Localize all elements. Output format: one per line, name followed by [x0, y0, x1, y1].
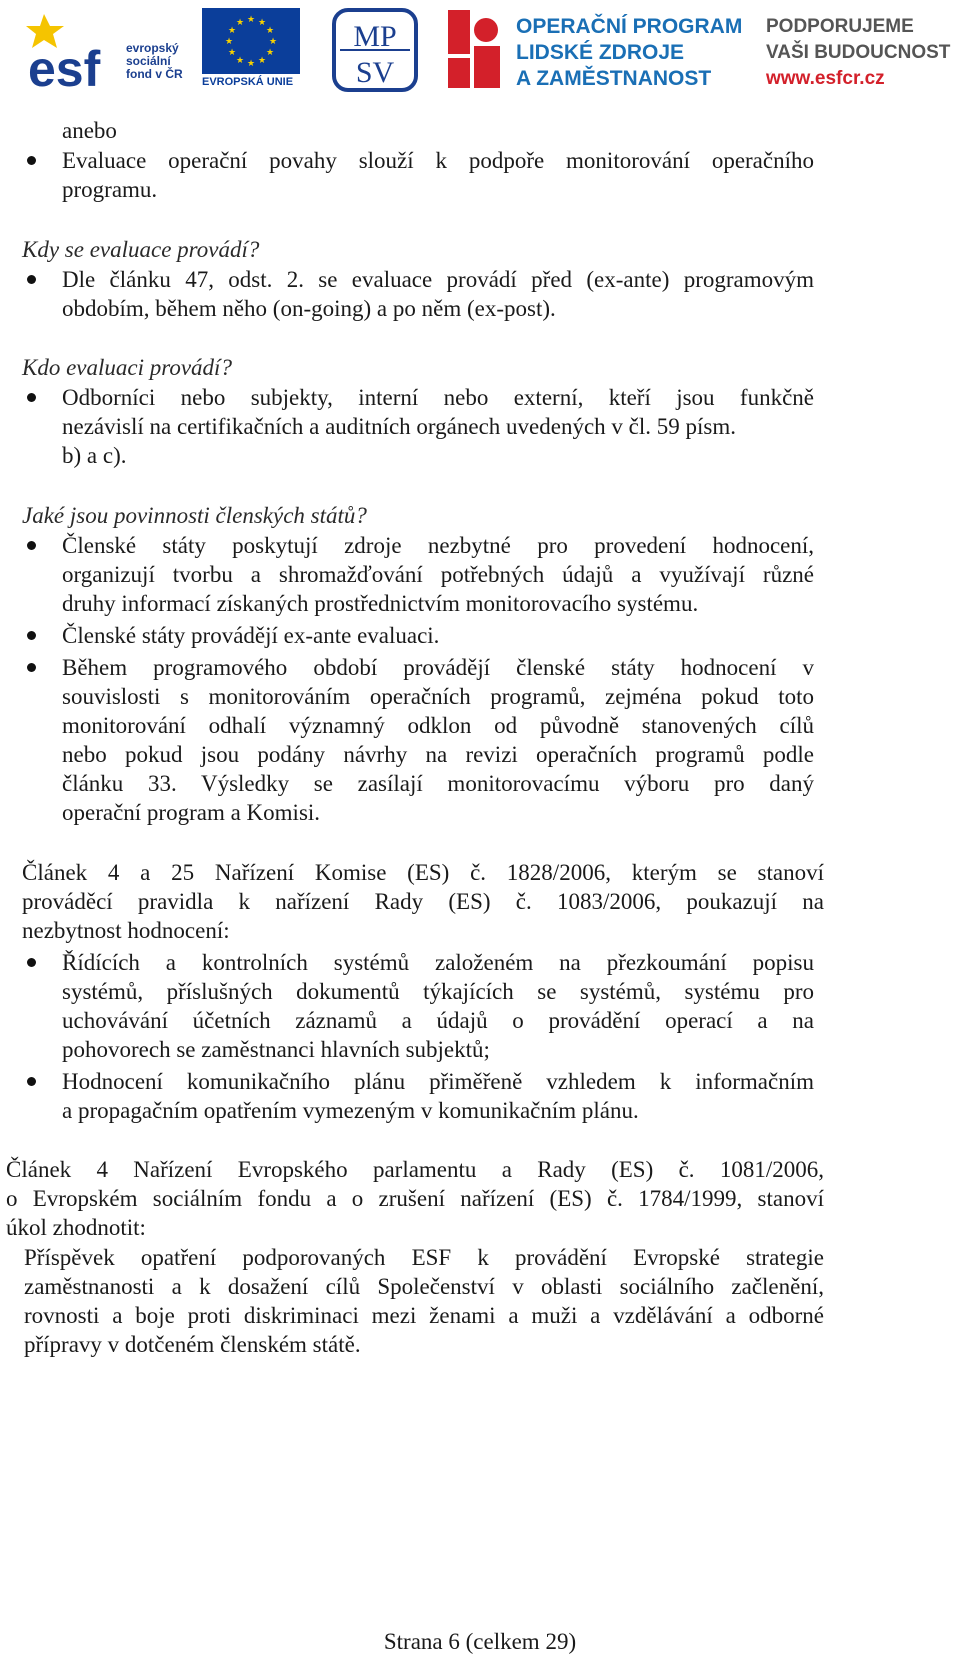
section-question: Jaké jsou povinnosti členských států?	[22, 503, 367, 528]
section-question: Kdy se evaluace provádí?	[22, 237, 260, 262]
text-line: systémů, příslušných dokumentů týkajících se systémů, systému pro	[62, 979, 814, 1004]
text-line: úkol zhodnotit:	[6, 1215, 146, 1240]
text-line: Členské státy provádějí ex-ante evaluaci.	[62, 623, 440, 648]
text-line: operační program a Komisi.	[62, 800, 321, 825]
svg-text:MP: MP	[353, 20, 397, 53]
bullet	[27, 541, 36, 550]
text-line: Odborníci nebo subjekty, interní nebo externí, kteří jsou funkčně	[62, 385, 814, 410]
svg-text:★: ★	[246, 59, 256, 69]
svg-text:★: ★	[257, 18, 267, 28]
page-header	[0, 0, 960, 100]
svg-text:★: ★	[235, 18, 245, 28]
bullet	[27, 663, 36, 672]
text-line: Členské státy poskytují zdroje nezbytné pro provedení hodnocení,	[62, 533, 814, 558]
mpsv-logo	[332, 8, 418, 92]
svg-text:★: ★	[224, 37, 234, 47]
text-line: Článek 4 Nařízení Evropského parlamentu a Rady (ES) č. 1081/2006,	[6, 1157, 824, 1182]
svg-text:★: ★	[268, 37, 278, 47]
text-line: obdobím, během něho (on-going) a po něm (ex-post).	[62, 296, 556, 321]
text-line: Řídících a kontrolních systémů založeném na přezkoumání popisu	[62, 950, 814, 975]
bullet	[27, 631, 36, 640]
page-footer: Strana 6 (celkem 29)	[383, 1629, 577, 1654]
support-line-1: PODPORUJEME	[766, 16, 914, 37]
bullet	[27, 1077, 36, 1086]
svg-text:★: ★	[227, 48, 237, 58]
text-line: Dle článku 47, odst. 2. se evaluace provádí před (ex-ante) programovým	[62, 267, 814, 292]
bullet	[27, 275, 36, 284]
text-line: přípravy v dotčeném členském státě.	[24, 1332, 361, 1357]
esf-label-line-2: sociální	[126, 54, 171, 68]
text-line: Během programového období provádějí členské státy hodnocení v	[62, 655, 814, 680]
bullet	[27, 156, 36, 165]
op-line-1: OPERAČNÍ PROGRAM	[516, 15, 743, 38]
section-question: Kdo evaluaci provádí?	[22, 355, 232, 380]
eu-flag-icon	[202, 8, 300, 74]
text-line: souvislosti s monitorováním operačních programů, zejména pokud toto	[62, 684, 814, 709]
text-line: anebo	[62, 118, 117, 143]
text-line: monitorování odhalí významný odklon od původně stanovených cílů	[62, 713, 814, 738]
eu-label: EVROPSKÁ UNIE	[202, 76, 294, 88]
text-line: nebo pokud jsou podány návrhy na revizi operačních programů podle	[62, 742, 814, 767]
svg-text:★: ★	[246, 15, 256, 25]
text-line: článku 33. Výsledky se zasílají monitorovacímu výboru pro daný	[62, 771, 814, 796]
esf-label-line-3: fond v ČR	[126, 67, 183, 81]
text-line: Článek 4 a 25 Nařízení Komise (ES) č. 1828/2006, kterým se stanoví	[22, 860, 824, 885]
text-line: Příspěvek opatření podporovaných ESF k provádění Evropské strategie	[24, 1245, 824, 1270]
text-line: b) a c).	[62, 443, 127, 468]
svg-text:★: ★	[265, 26, 275, 36]
svg-text:★: ★	[227, 26, 237, 36]
text-line: programu.	[62, 177, 158, 202]
support-web-link[interactable]: www.esfcr.cz	[766, 68, 885, 89]
text-line: rovnosti a boje proti diskriminaci mezi ženami a muži a vzdělávání a odborné	[24, 1303, 824, 1328]
text-line: nezbytnost hodnocení:	[22, 918, 230, 943]
support-line-2: VAŠI BUDOUCNOST	[766, 42, 951, 63]
bullet	[27, 958, 36, 967]
text-line: nezávislí na certifikačních a auditních orgánech uvedených v čl. 59 písm.	[62, 414, 736, 439]
text-line: druhy informací získaných prostřednictvím monitorovacího systému.	[62, 591, 699, 616]
svg-text:SV: SV	[355, 56, 395, 89]
svg-text:★: ★	[265, 48, 275, 58]
text-line: Hodnocení komunikačního plánu přiměřeně vzhledem k informačním	[62, 1069, 814, 1094]
svg-text:★: ★	[257, 56, 267, 66]
text-line: o Evropském sociálním fondu a o zrušení nařízení (ES) č. 1784/1999, stanoví	[6, 1186, 824, 1211]
text-line: zaměstnanosti a k dosažení cílů Společenství v oblasti sociálního začlenění,	[24, 1274, 824, 1299]
svg-text:★: ★	[235, 56, 245, 66]
op-logo-icon	[448, 10, 508, 90]
esf-logo	[26, 8, 120, 90]
text-line: organizují tvorbu a shromažďování potřebných údajů a využívají různé	[62, 562, 814, 587]
bullet	[27, 393, 36, 402]
text-line: a propagačním opatřením vymezeným v komunikačním plánu.	[62, 1098, 639, 1123]
text-line: uchovávání účetních záznamů a údajů o provádění operací a na	[62, 1008, 814, 1033]
op-line-3: A ZAMĚSTNANOST	[516, 67, 712, 90]
esf-label	[126, 42, 183, 81]
esf-mark-text: esf	[28, 41, 101, 90]
support-slogan	[766, 14, 950, 92]
op-line-2: LIDSKÉ ZDROJE	[516, 41, 685, 64]
text-line: pohovorech se zaměstnanci hlavních subjektů;	[62, 1037, 490, 1062]
text-line: prováděcí pravidla k nařízení Rady (ES) č. 1083/2006, poukazují na	[22, 889, 824, 914]
text-line: Evaluace operační povahy slouží k podpoře monitorování operačního	[62, 148, 814, 173]
op-program-label	[516, 14, 742, 92]
esf-label-line-1: evropský	[126, 41, 179, 55]
